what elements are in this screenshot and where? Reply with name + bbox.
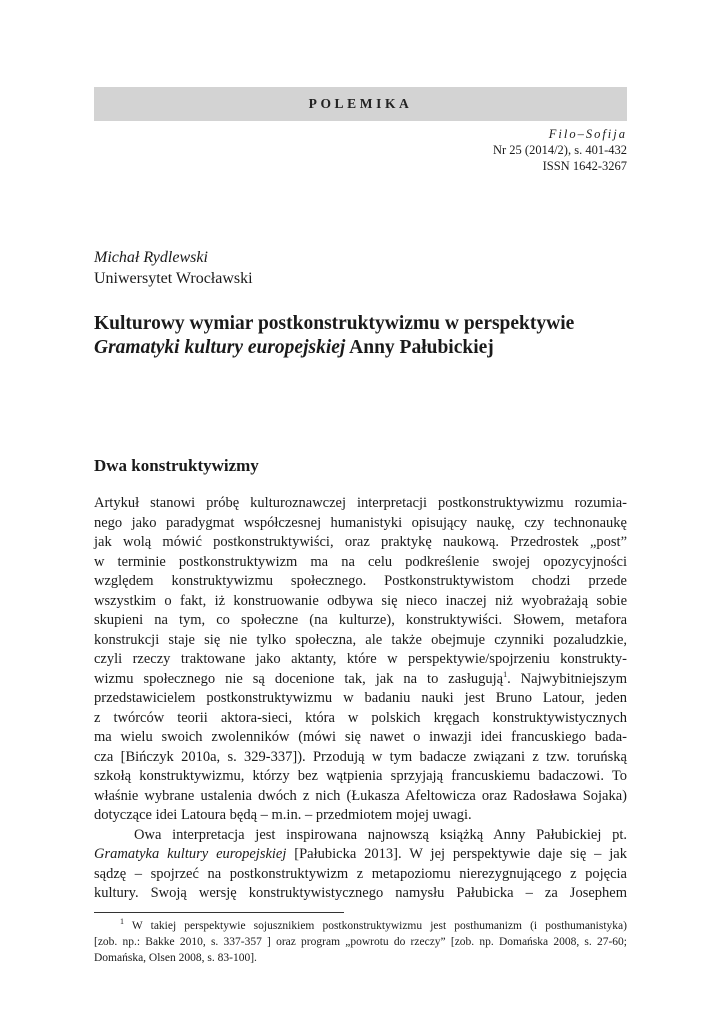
paragraph-line: ma wielu swoich zwolenników (mówi się nawet o inwazji idei francuskiego bada- [94, 729, 627, 745]
author-block [94, 247, 253, 289]
book-title: Gramatyka kultury europejskiej [94, 846, 287, 862]
title-line-2 [94, 336, 634, 360]
paragraph-line: jak wolą mówić postkonstruktywiści, oraz praktykę naukową. Przedrostek „post” [94, 534, 627, 550]
title-line-1: Kulturowy wymiar postkonstruktywizmu w perspektywie [94, 313, 575, 334]
body-text [94, 494, 627, 904]
footnote-line: Domańska, Olsen 2008, s. 83-100]. [94, 952, 257, 964]
paragraph-line: kultury. Swoją wersję konstruktywistycznego namysłu Pałubicka – za Josephem [94, 885, 627, 901]
line-segment: W takiej perspektywie sojusznikiem postkonstruktywizmu jest posthumanizm (i posthumanistyka) [124, 920, 627, 932]
footnote-divider [94, 912, 344, 913]
section-banner [94, 87, 627, 121]
author-name: Michał Rydlewski [94, 249, 208, 266]
paragraph-line: konstrukcji staje się nie tylko społeczna, ale także obejmuje czynniki pozaludzkie, [94, 631, 627, 648]
footnote-line: [zob. np.: Bakke 2010, s. 337-357 ] oraz program „powrotu do rzeczy” [zob. np. Domańska 2008, s. 27-60; [94, 936, 627, 948]
paragraph-line: Owa interpretacja jest inspirowana najnowszą książką Anny Pałubickiej pt. [134, 826, 627, 843]
line-segment: [Pałubicka 2013]. W jej perspektywie daje się – jak [286, 846, 627, 862]
footnote-line [94, 918, 627, 934]
paragraph-line: szkołą konstruktywizmu, którzy bez wątpienia sprzyjają francuskiemu badaczowi. To [94, 768, 627, 784]
author-affiliation: Uniwersytet Wrocławski [94, 270, 253, 287]
paragraph-line: w terminie postkonstruktywizm ma na celu podkreślenie swojej opozycyjności [94, 553, 627, 570]
paragraph-line: czyli rzeczy traktowane jako aktanty, które w perspektywie/spojrzeniu konstrukty- [94, 651, 627, 667]
line-segment: wizmu społecznego nie są docenione tak, jak na to zasługują [94, 670, 504, 687]
paragraph-line: cza [Bińczyk 2010a, s. 329-337]). Przodują w tym badacze związani z tzw. toruńską [94, 748, 627, 765]
section-heading: Dwa konstruktywizmy [94, 456, 259, 475]
paragraph-line: względem konstruktywizmu społecznego. Postkonstruktywistom chodzi przede [94, 573, 627, 589]
paragraph-line: z twórców teorii aktora-sieci, która w polskich kręgach konstruktywistycznych [94, 709, 627, 726]
section-label: POLEMIKA [308, 96, 413, 111]
footnote-reference[interactable]: 1 [503, 669, 508, 679]
title-rest: Anny Pałubickiej [345, 337, 494, 358]
journal-issn: ISSN 1642-3267 [542, 159, 627, 173]
footnote [94, 918, 627, 966]
paragraph-line [94, 670, 627, 690]
paragraph-line: wszystkim o fakt, iż konstruowanie odbywa się nieco inaczej niż wyobrażają sobie [94, 592, 627, 609]
line-segment: . Najwybitniejszym [507, 670, 627, 687]
article-title [94, 312, 634, 360]
footnote-number: 1 [120, 917, 124, 927]
journal-name: Filo–Sofija [548, 127, 627, 141]
paragraph-line: nego jako paradygmat współczesnej humanistyki opisujący naukę, czy technonaukę [94, 514, 627, 531]
paragraph-line [94, 845, 627, 865]
paragraph-line: sądzę – spojrzeć na postkonstruktywizm z metapoziomu nierezygnującego z pojęcia [94, 865, 627, 882]
paragraph-line: właśnie wybrane ustalenia dwóch z nich (Łukasza Afeltowicza oraz Radosława Sojaka) [94, 787, 627, 804]
paragraph-line: przedstawicielem postkonstruktywizmu w badaniu nauki jest Bruno Latour, jeden [94, 690, 627, 706]
paragraph-line: Artykuł stanowi próbę kulturoznawczej interpretacji postkonstruktywizmu rozumia- [94, 495, 627, 511]
paragraph-line: skupieni na tym, co społeczne (na kulturze), konstruktywiści. Słowem, metafora [94, 612, 627, 628]
title-italic-part: Gramatyki kultury europejskiej [94, 337, 346, 358]
paragraph-line: dotyczące idei Latoura będą – m.in. – przedmiotem mojej uwagi. [94, 807, 472, 823]
journal-info [493, 126, 627, 174]
journal-issue: Nr 25 (2014/2), s. 401-432 [492, 143, 627, 157]
